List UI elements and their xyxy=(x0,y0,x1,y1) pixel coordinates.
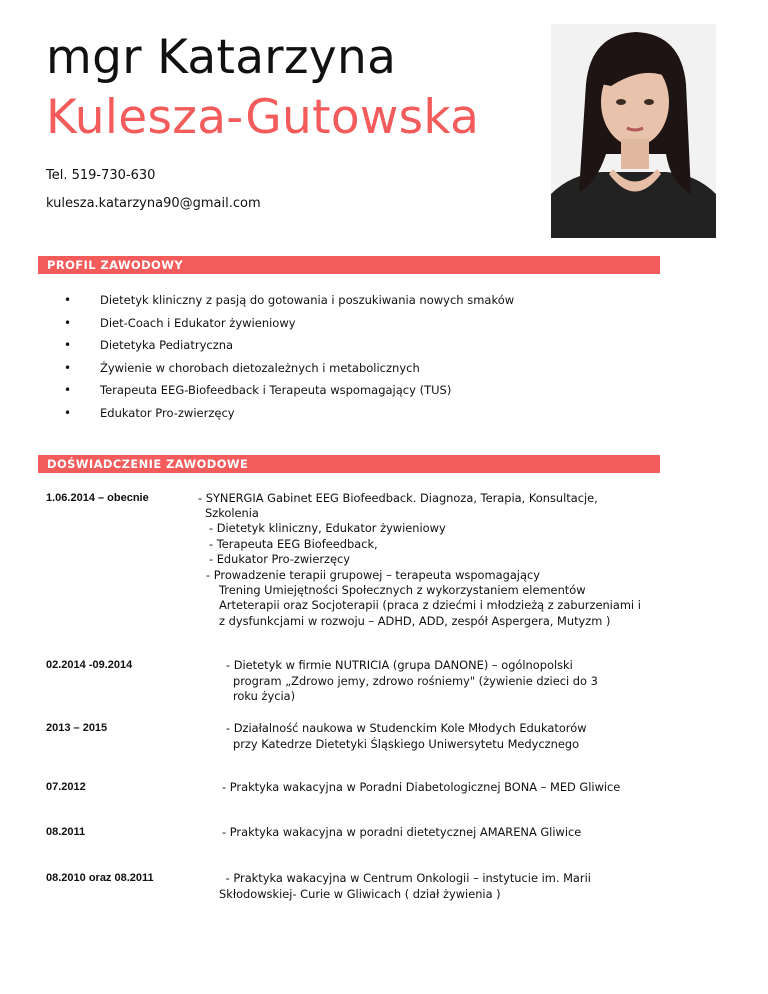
experience-line: Skłodowskiej- Curie w Gliwicach ( dział żywienia ) xyxy=(219,887,501,901)
profile-item-text: Edukator Pro-zwierzęcy xyxy=(100,405,235,420)
name-first-line: mgr Katarzyna xyxy=(46,30,397,85)
bullet-icon: • xyxy=(64,405,72,420)
experience-line: z dysfunkcjami w rozwoju – ADHD, ADD, zespół Aspergera, Mutyzm ) xyxy=(219,614,611,628)
experience-line: program „Zdrowo jemy, zdrowo rośniemy" (żywienie dzieci do 3 xyxy=(233,674,598,688)
experience-line: - Działalność naukowa w Studenckim Kole Młodych Edukatorów xyxy=(226,721,587,735)
experience-section-title: DOŚWIADCZENIE ZAWODOWE xyxy=(47,457,249,471)
experience-date: 08.2010 oraz 08.2011 xyxy=(46,872,154,884)
experience-date: 02.2014 -09.2014 xyxy=(46,659,133,671)
experience-line: Arteterapii oraz Socjoterapii (praca z dziećmi i młodzieżą z zaburzeniami i xyxy=(219,598,641,612)
profile-section-header xyxy=(38,256,660,274)
profile-photo xyxy=(551,24,716,238)
experience-date: 08.2011 xyxy=(46,826,86,838)
experience-line: roku życia) xyxy=(233,689,296,703)
list-item xyxy=(64,293,514,316)
profile-list xyxy=(64,293,514,429)
profile-item-text: Diet-Coach i Edukator żywieniowy xyxy=(100,315,296,330)
list-item xyxy=(64,383,514,406)
experience-line: - Dietetyk w firmie NUTRICIA (grupa DANONE) – ogólnopolski xyxy=(226,658,573,672)
experience-line: przy Katedrze Dietetyki Śląskiego Uniwersytetu Medycznego xyxy=(233,737,580,751)
profile-item-text: Terapeuta EEG-Biofeedback i Terapeuta wspomagający (TUS) xyxy=(100,383,452,398)
experience-line: - Terapeuta EEG Biofeedback, xyxy=(209,537,378,551)
list-item xyxy=(64,338,514,361)
name-surname: Kulesza-Gutowska xyxy=(46,90,480,145)
experience-date: 2013 – 2015 xyxy=(46,722,108,734)
experience-line: Trening Umiejętności Społecznych z wykorzystaniem elementów xyxy=(219,583,586,597)
experience-line: - Praktyka wakacyjna w Poradni Diabetologicznej BONA – MED Gliwice xyxy=(222,780,621,794)
experience-line: - Dietetyk kliniczny, Edukator żywieniowy xyxy=(209,521,446,535)
profile-item-text: Dietetyka Pediatryczna xyxy=(100,338,234,353)
bullet-icon: • xyxy=(64,383,72,398)
profile-item-text: Dietetyk kliniczny z pasją do gotowania i poszukiwania nowych smaków xyxy=(100,293,515,307)
profile-section-title: PROFIL ZAWODOWY xyxy=(47,258,184,272)
experience-line: - Edukator Pro-zwierzęcy xyxy=(209,552,351,566)
experience-section-header xyxy=(38,455,660,473)
experience-line: - Praktyka wakacyjna w poradni dietetycznej AMARENA Gliwice xyxy=(222,825,582,839)
experience-date: 07.2012 xyxy=(46,781,86,793)
experience-line: - SYNERGIA Gabinet EEG Biofeedback. Diagnoza, Terapia, Konsultacje, xyxy=(198,491,598,505)
list-item xyxy=(64,406,514,429)
bullet-icon: • xyxy=(64,293,72,307)
bullet-icon: • xyxy=(64,338,72,353)
phone-text: Tel. 519-730-630 xyxy=(46,168,156,183)
bullet-icon: • xyxy=(64,360,72,375)
list-item xyxy=(64,316,514,339)
experience-line: - Prowadzenie terapii grupowej – terapeuta wspomagający xyxy=(206,568,540,582)
profile-item-text: Żywienie w chorobach dietozależnych i metabolicznych xyxy=(100,360,420,375)
experience-date: 1.06.2014 – obecnie xyxy=(46,492,149,504)
bullet-icon: • xyxy=(64,315,72,330)
email-text: kulesza.katarzyna90@gmail.com xyxy=(46,196,261,211)
experience-line: - Praktyka wakacyjna w Centrum Onkologii – instytucie im. Marii xyxy=(222,871,591,885)
experience-line: Szkolenia xyxy=(205,506,259,520)
list-item xyxy=(64,361,514,384)
